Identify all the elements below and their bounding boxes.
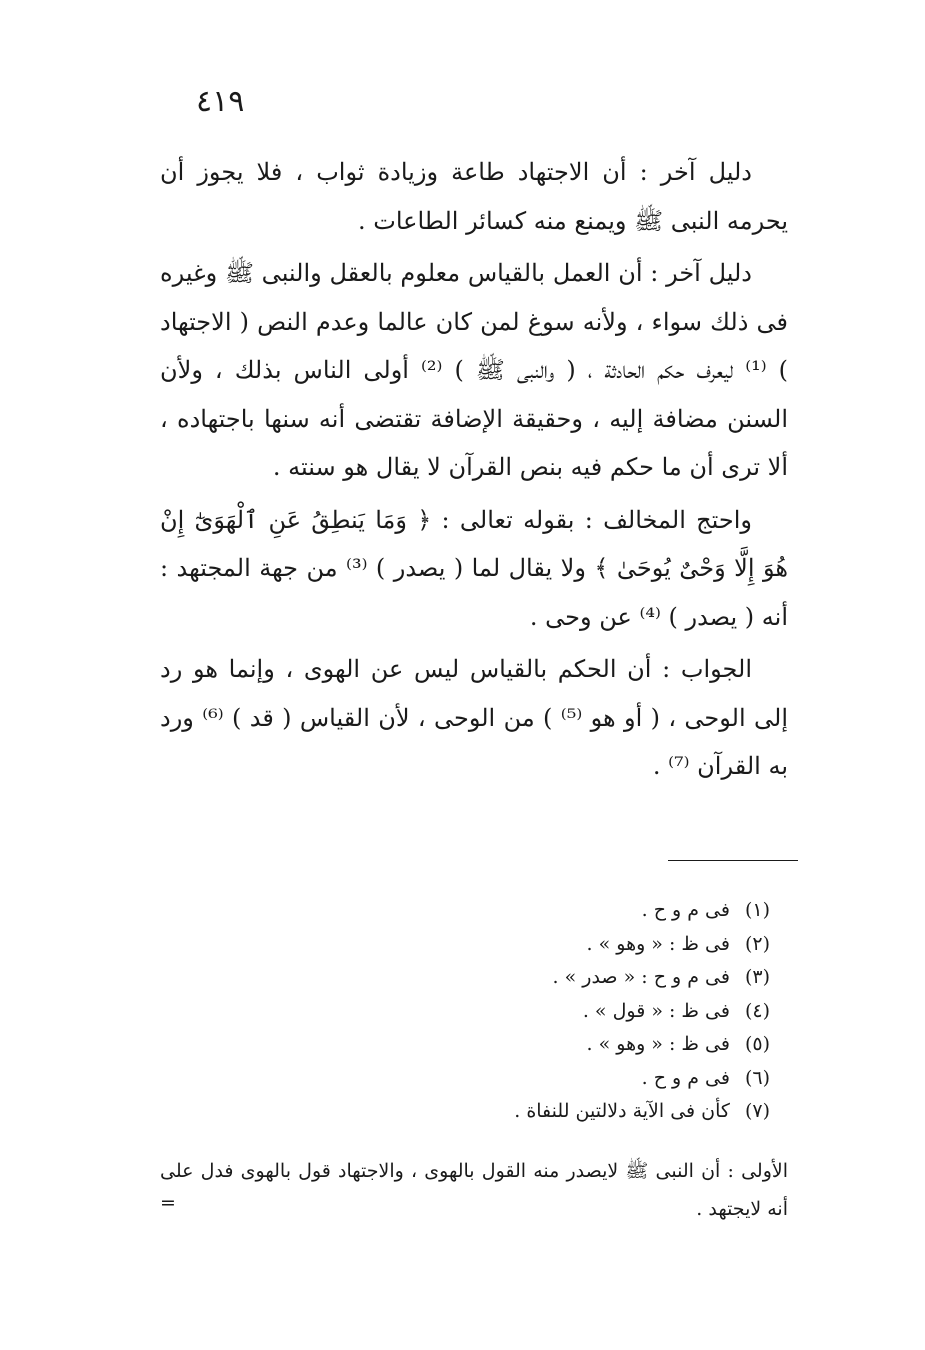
paragraph-2: دليل آخر : أن العمل بالقياس معلوم بالعقل والنبى ﷺ وغيره فى ذلك سواء ، ولأنه سوغ لمن كان عالما وعدم النص ( الاجتهاد ) ⁽¹⁾ ليعرف حكم الحادثة ، ( والنبى ﷺ ) ⁽²⁾ أولى الناس بذلك ، ولأن السنن مضافة إليه ، وحقيقة الإضافة تقتضى أنه سنها باجتهاده ، ألا ترى أن ما حكم فيه بنص القرآن لا يقال هو سنته . [160, 259, 789, 481]
footnote-4 [160, 995, 770, 1029]
footnote-3 [160, 961, 770, 995]
footnote-number: (٥) [744, 1033, 770, 1055]
footnote-number: (١) [744, 899, 770, 921]
footnote-continuation: الأولى : أن النبى ﷺ لايصدر منه القول بالهوى ، والاجتهاد قول بالهوى فدل على أنه لايجتهد . [160, 1160, 788, 1220]
footnote-7 [160, 1095, 770, 1129]
footnote-text: فى م و ح . [641, 1066, 730, 1089]
footnote-number: (٦) [744, 1066, 770, 1089]
continuation-marker: = [160, 1192, 176, 1214]
footnote-text: فى ظ : « قول » . [582, 999, 730, 1022]
page-number: ٤١٩ [196, 84, 245, 119]
paragraph-4: الجواب : أن الحكم بالقياس ليس عن الهوى ، وإنما هو رد إلى الوحى ، ( أو هو ⁽⁵⁾ ) من الوحى ، لأن القياس ( قد ) ⁽⁶⁾ ورد به القرآن ⁽⁷⁾ . [160, 655, 788, 780]
footnote-number: (٤) [744, 999, 770, 1022]
footnote-text: فى ظ : « وهو » . [586, 932, 730, 955]
footnotes-list [160, 894, 770, 1129]
footnote-number: (٢) [744, 932, 770, 955]
paragraph-3: واحتج المخالف : بقوله تعالى : ﴿ وَمَا يَنطِقُ عَنِ ٱلْهَوَىٰٓ إِنْ هُوَ إِلَّا وَحْىٌ يُوحَىٰ ﴾ ولا يقال لما ( يصدر ) ⁽³⁾ من جهة المجتهد : أنه ( يصدر ) ⁽⁴⁾ عن وحى . [160, 505, 789, 631]
footnote-text: فى م و ح : « صدر » . [552, 966, 730, 988]
footnote-number: (٧) [744, 1100, 770, 1122]
footnote-2 [160, 928, 770, 962]
footnote-1 [160, 894, 770, 928]
footnote-6 [160, 1062, 770, 1096]
footnote-separator [668, 860, 798, 861]
footnote-text: فى ظ : « وهو » . [586, 1033, 730, 1055]
footnote-5 [160, 1028, 770, 1062]
footnote-text: كأن فى الآية دلالتين للنفاة . [514, 1100, 730, 1122]
footnote-text: فى م و ح . [641, 899, 730, 921]
footnote-number: (٣) [744, 966, 770, 988]
paragraph-1: دليل آخر : أن الاجتهاد طاعة وزيادة ثواب ، فلا يجوز أن يحرمه النبى ﷺ ويمنع منه كسائر الطاعات . [160, 158, 788, 235]
main-text [160, 148, 788, 791]
